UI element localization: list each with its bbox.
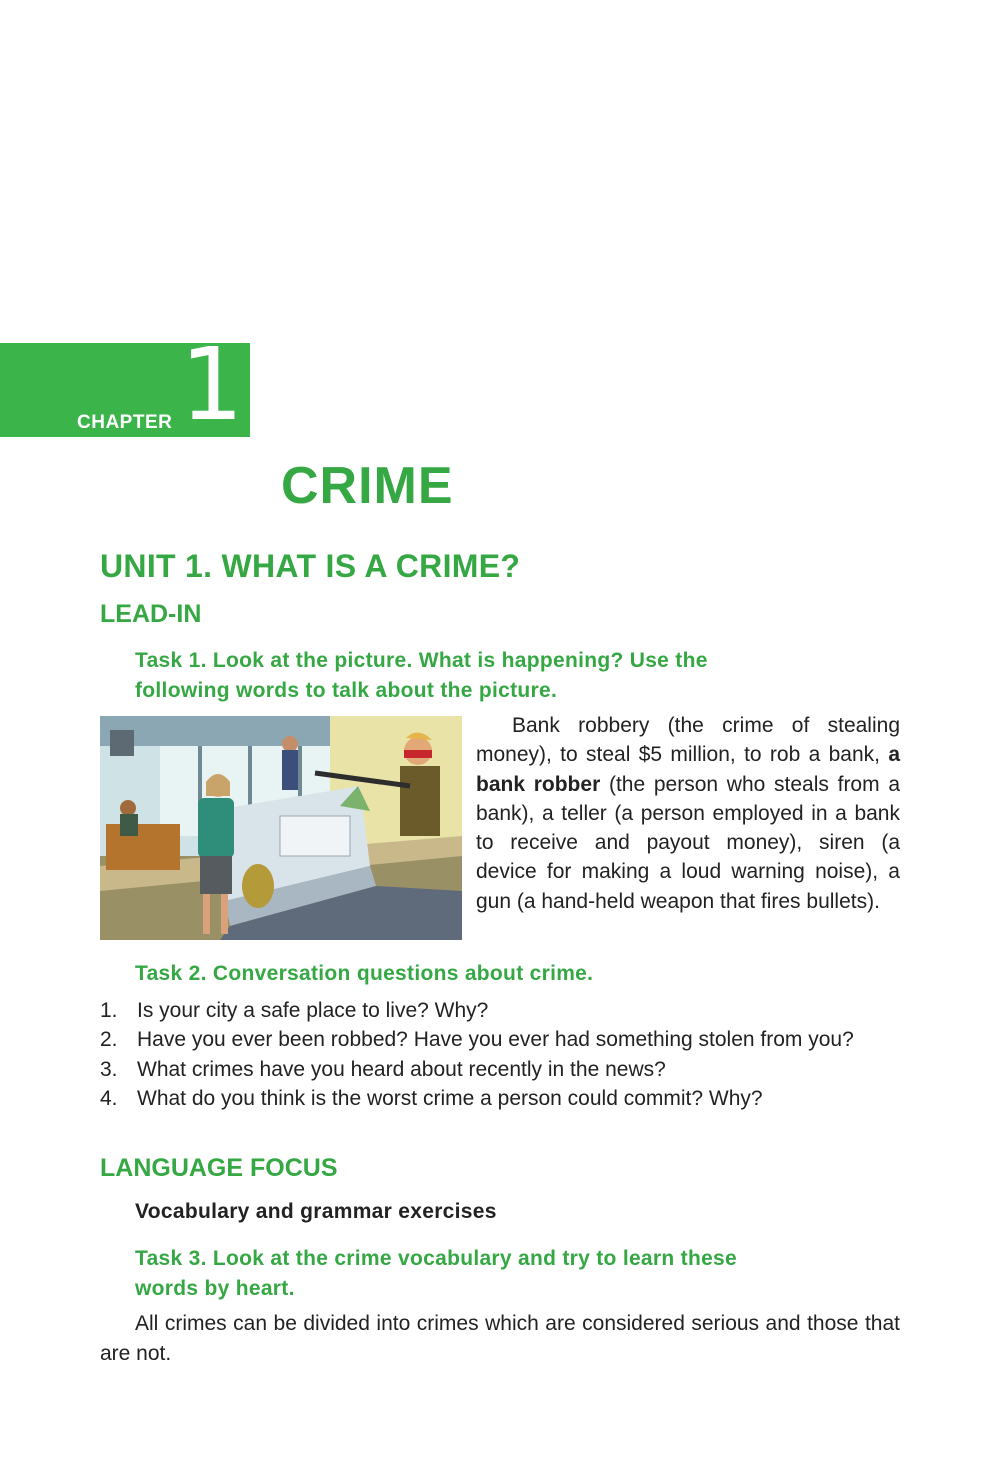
- task-1-line-1: Task 1. Look at the picture. What is happening? Use the: [135, 649, 708, 672]
- list-item-number: 2.: [100, 1028, 118, 1052]
- language-focus-heading: LANGUAGE FOCUS: [100, 1154, 338, 1182]
- list-item-text: What do you think is the worst crime a person could commit? Why?: [137, 1087, 763, 1111]
- vocabulary-subheading: Vocabulary and grammar exercises: [135, 1200, 497, 1223]
- task-3-heading: [135, 1244, 737, 1304]
- unit-heading: UNIT 1. WHAT IS A CRIME?: [100, 548, 521, 584]
- chapter-label: CHAPTER: [77, 412, 173, 433]
- vocabulary-description: [476, 711, 900, 916]
- list-item: [100, 1055, 854, 1084]
- chapter-number: 1: [180, 326, 244, 443]
- bank-robbery-illustration: [100, 716, 462, 940]
- lead-in-heading: LEAD-IN: [100, 600, 202, 628]
- task-3-line-2: words by heart.: [135, 1277, 295, 1300]
- description-part-2: (the person who steals from a bank), a teller (a person employed in a bank to receive and payout money), siren (a device for making a loud warning noise), a gun (a hand-held weapon that fires bullets).: [476, 772, 901, 913]
- list-item-text: What crimes have you heard about recently in the news?: [137, 1057, 666, 1081]
- chapter-title: CRIME: [281, 457, 454, 515]
- task-2-heading: Task 2. Conversation questions about crime.: [135, 962, 594, 985]
- description-bold-term: a bank robber: [476, 743, 900, 796]
- list-item-text: Have you ever been robbed? Have you ever had something stolen from you?: [137, 1028, 854, 1052]
- list-item: [100, 1025, 854, 1054]
- task-3-line-1: Task 3. Look at the crime vocabulary and try to learn these: [135, 1247, 738, 1270]
- list-item-number: 4.: [100, 1087, 118, 1111]
- list-item-number: 3.: [100, 1057, 118, 1081]
- body-paragraph: All crimes can be divided into crimes which are considered serious and those that are not.: [100, 1312, 900, 1365]
- description-part-1: Bank robbery (the crime of stealing money), to steal $5 million, to rob a bank,: [476, 714, 900, 767]
- task-1-heading: [135, 646, 708, 706]
- question-list: [100, 996, 854, 1114]
- list-item-number: 1.: [100, 999, 118, 1022]
- task-1-line-2: following words to talk about the picture.: [135, 679, 558, 702]
- list-item-text: Is your city a safe place to live? Why?: [137, 999, 489, 1022]
- list-item: [100, 996, 854, 1025]
- list-item: [100, 1084, 854, 1113]
